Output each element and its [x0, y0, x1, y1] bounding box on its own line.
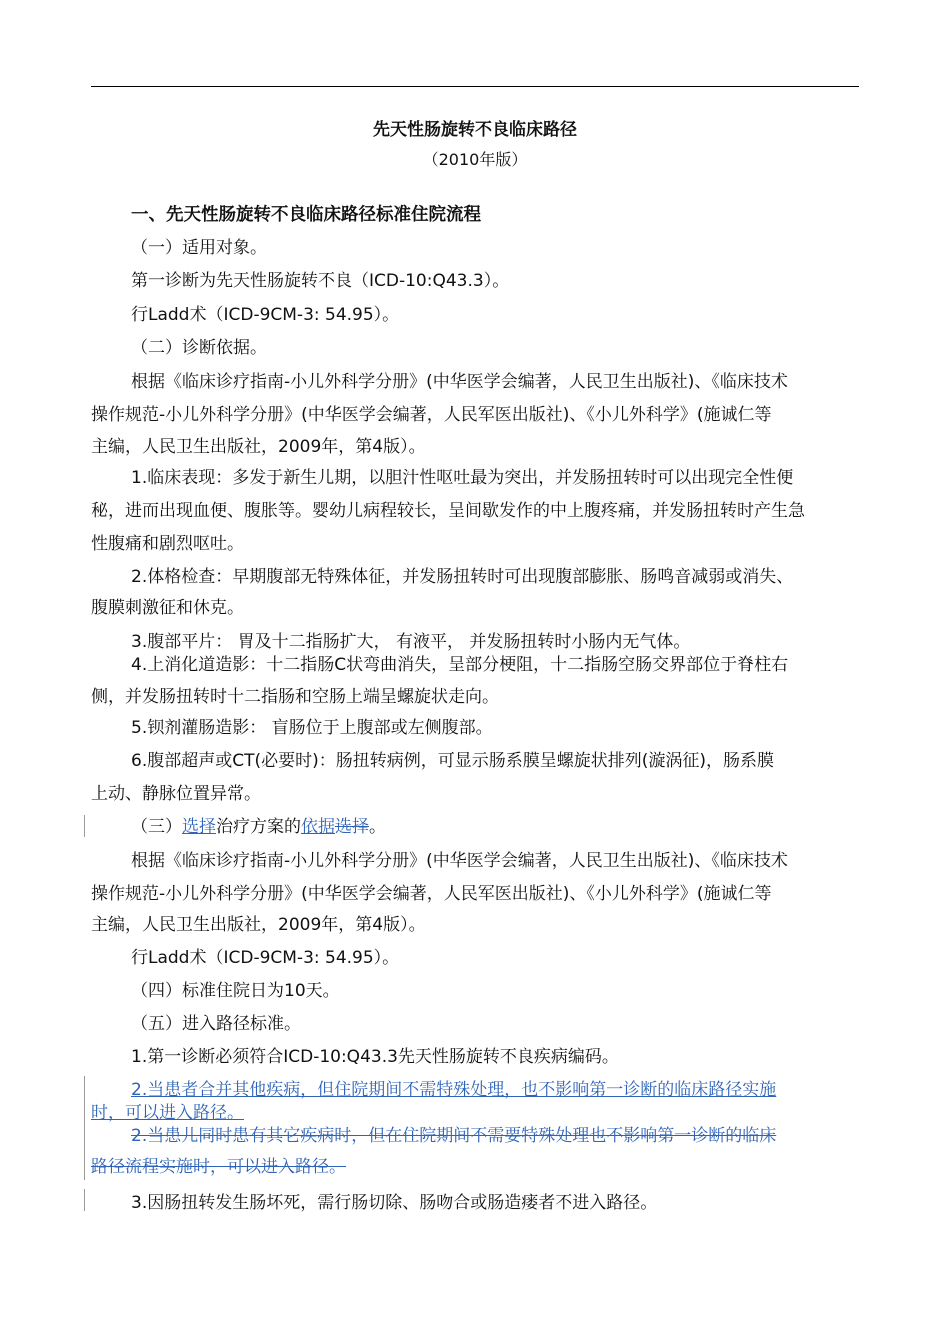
section-heading: 一、先天性肠旋转不良临床路径标准住院流程	[131, 205, 481, 225]
subheading-diagnosis: （二）诊断依据。	[131, 338, 267, 358]
doc-title: 先天性肠旋转不良临床路径	[373, 120, 577, 140]
revision-bar	[84, 1076, 85, 1180]
subheading-entry: （五）进入路径标准。	[131, 1014, 301, 1034]
inserted-text: 时，可以进入路径。	[91, 1103, 244, 1123]
paragraph: 根据《临床诊疗指南-小儿外科学分册》(中华医学会编著，人民卫生出版社)、《临床技术	[131, 372, 788, 392]
doc-subtitle: （2010年版）	[422, 150, 528, 169]
paragraph: 性腹痛和剧烈呕吐。	[91, 534, 244, 554]
revision-bar	[84, 815, 85, 837]
text-run: （三）	[131, 817, 182, 837]
subheading-treatment	[131, 817, 386, 837]
paragraph: 腹膜刺激征和休克。	[91, 598, 244, 618]
deleted-text: 2.当患儿同时患有其它疾病时，但在住院期间不需要特殊处理也不影响第一诊断的临床	[131, 1126, 777, 1146]
subheading-scope: （一）适用对象。	[131, 238, 267, 258]
paragraph: 侧，并发肠扭转时十二指肠和空肠上端呈螺旋状走向。	[91, 687, 499, 707]
list-item: 5.钡剂灌肠造影： 盲肠位于上腹部或左侧腹部。	[131, 718, 493, 738]
paragraph: 行Ladd术（ICD-9CM-3: 54.95）。	[131, 948, 400, 968]
list-item: 1.第一诊断必须符合ICD-10:Q43.3先天性肠旋转不良疾病编码。	[131, 1047, 619, 1067]
list-item: 6.腹部超声或CT(必要时)：肠扭转病例，可显示肠系膜呈螺旋状排列(漩涡征)，肠系膜	[131, 751, 775, 771]
list-item: 1.临床表现：多发于新生儿期，以胆汁性呕吐最为突出，并发肠扭转时可以出现完全性便	[131, 468, 794, 488]
deleted-text: 路径流程实施时，可以进入路径。	[91, 1157, 346, 1177]
text-run: 。	[369, 817, 386, 837]
inserted-text: 2.当患者合并其他疾病，但住院期间不需特殊处理，也不影响第一诊断的临床路径实施	[131, 1080, 777, 1100]
inserted-text: 依据	[301, 817, 335, 837]
inserted-text: 选择	[182, 817, 216, 837]
text-run: 治疗方案的	[216, 817, 301, 837]
paragraph: 主编，人民卫生出版社，2009年，第4版）。	[91, 437, 426, 457]
paragraph: 操作规范-小儿外科学分册》(中华医学会编著，人民军医出版社)、《小儿外科学》(施诚仁等	[91, 884, 772, 904]
deleted-text: 选择	[335, 817, 369, 837]
list-item: 3.因肠扭转发生肠坏死，需行肠切除、肠吻合或肠造瘘者不进入路径。	[131, 1193, 658, 1213]
subheading-stay: （四）标准住院日为10天。	[131, 981, 340, 1001]
paragraph: 根据《临床诊疗指南-小儿外科学分册》(中华医学会编著，人民卫生出版社)、《临床技术	[131, 851, 788, 871]
revision-bar	[84, 1189, 85, 1211]
paragraph: 操作规范-小儿外科学分册》(中华医学会编著，人民军医出版社)、《小儿外科学》(施诚仁等	[91, 405, 772, 425]
paragraph: 秘，进而出现血便、腹胀等。婴幼儿病程较长，呈间歇发作的中上腹疼痛，并发肠扭转时产生急	[91, 501, 805, 521]
paragraph: 主编，人民卫生出版社，2009年，第4版）。	[91, 915, 426, 935]
paragraph: 行Ladd术（ICD-9CM-3: 54.95）。	[131, 305, 400, 325]
list-item: 4.上消化道造影：十二指肠C状弯曲消失，呈部分梗阻，十二指肠空肠交界部位于脊柱右	[131, 655, 789, 675]
paragraph: 上动、静脉位置异常。	[91, 784, 261, 804]
header-rule	[91, 86, 859, 87]
list-item: 2.体格检查：早期腹部无特殊体征，并发肠扭转时可出现腹部膨胀、肠鸣音减弱或消失、	[131, 567, 794, 587]
paragraph: 第一诊断为先天性肠旋转不良（ICD-10:Q43.3）。	[131, 271, 510, 291]
list-item: 3.腹部平片： 胃及十二指肠扩大， 有液平， 并发肠扭转时小肠内无气体。	[131, 632, 691, 652]
